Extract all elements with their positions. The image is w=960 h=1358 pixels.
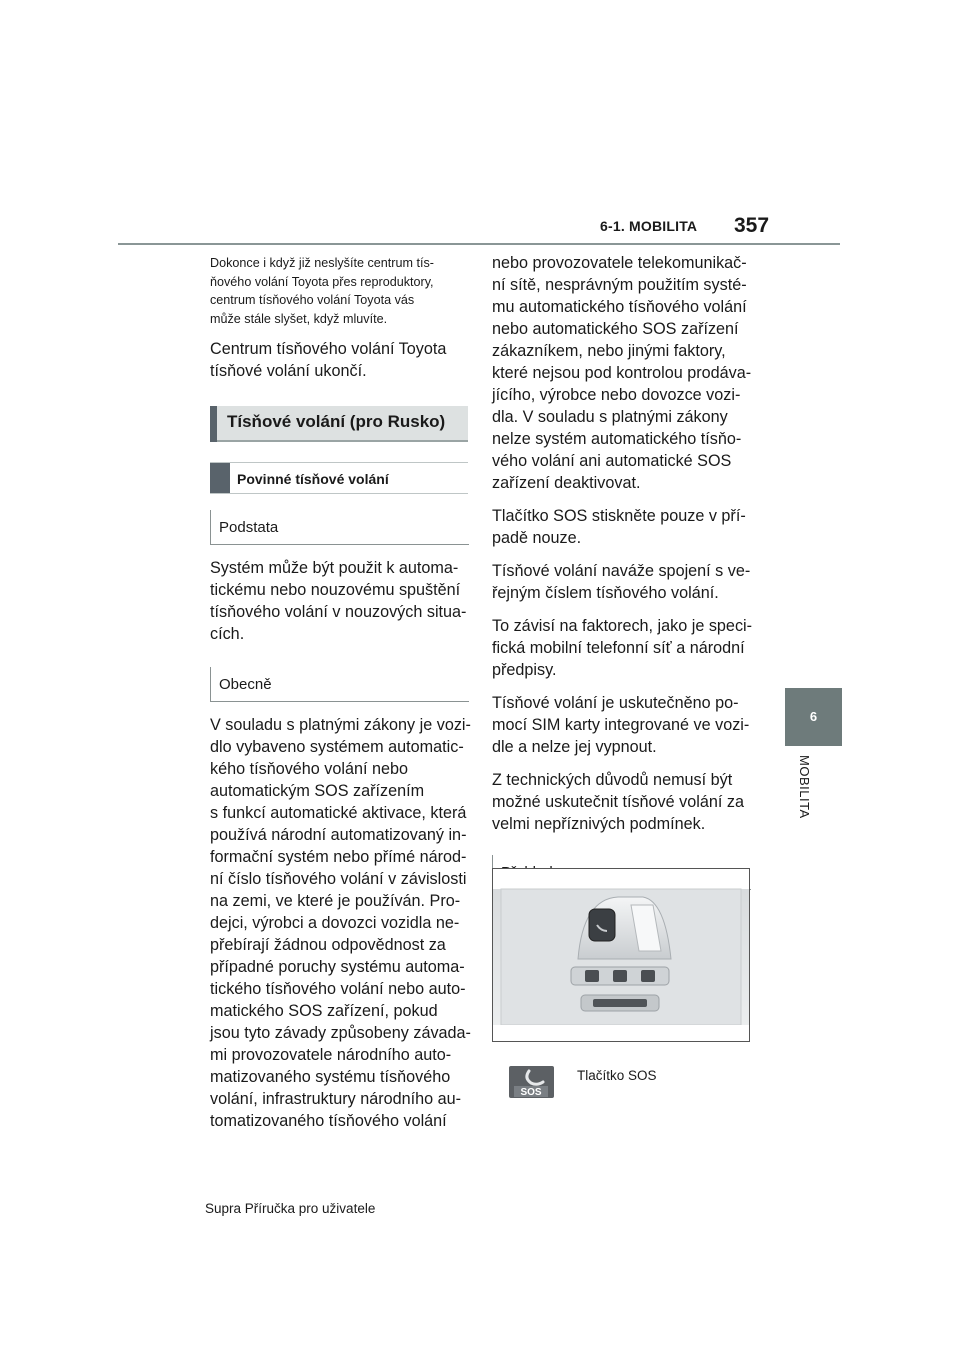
section-heading: Tísňové volání (pro Rusko) (210, 406, 468, 442)
topic-heading-podstata: Podstata (210, 510, 469, 545)
paragraph: Tlačítko SOS stiskněte pouze v pří- padě nouze. (492, 507, 746, 547)
paragraph: nebo provozovatele telekomunikač- ní sítě, nesprávným použitím systé- mu automatického tísňového volání nebo automatického SOS zařízení zákazníkem, nebo jinými faktory, které nejsou pod kontrolou prodáva- jícího, výrobce nebo dovozce vozi- dla. V souladu s platnými zákony nelze systém automatického tísňo- vého volání ani automatické SOS zařízení deaktivovat. (492, 254, 752, 492)
subsection-heading: Povinné tísňové volání (210, 462, 468, 494)
header-divider (118, 243, 840, 245)
footer-text: Supra Příručka pro uživatele (205, 1201, 376, 1216)
paragraph: Systém může být použit k automa- tickému nebo nouzovému spuštění tísňového volání v nouzových situa- cích. (210, 559, 467, 643)
note-paragraph: Dokonce i když již neslyšíte centrum tís- ňového volání Toyota přes reproduktory, centrum tísňového volání Toyota vás může stále slyšet, když mluvíte. (210, 256, 434, 326)
heading-bar (210, 463, 230, 493)
paragraph: Z technických důvodů nemusí být možné uskutečnit tísňové volání za velmi nepříznivých podmínek. (492, 771, 744, 833)
topic-heading-obecne: Obecně (210, 667, 469, 702)
paragraph: To závisí na faktorech, jako je speci- fická mobilní telefonní síť a národní předpisy. (492, 617, 753, 679)
overhead-console-illustration (493, 869, 749, 1041)
section-title: 6-1. MOBILITA (600, 218, 698, 234)
right-column (492, 252, 754, 902)
heading-bar (210, 406, 217, 442)
chapter-tab[interactable]: 6 (785, 688, 842, 746)
paragraph: Tísňové volání naváže spojení s ve- řejným číslem tísňového volání. (492, 562, 751, 602)
paragraph: Tísňové volání je uskutečněno po- mocí SIM karty integrované ve vozi- dle a nelze jej vypnout. (492, 694, 750, 756)
paragraph: Centrum tísňového volání Toyota tísňové volání ukončí. (210, 340, 447, 380)
chapter-label: MOBILITA (797, 755, 812, 819)
paragraph: V souladu s platnými zákony je vozi- dlo vybaveno systémem automatic- kého tísňového volání nebo automatickým SOS zařízením s funkcí automatické aktivace, která používá národní automatizovaný in- formační systém nebo přímé národ- ní číslo tísňového volání v závislosti na zemi, ve které je používán. Pro- dejci, výrobci a dovozci vozidla ne- přebírají žádnou odpovědnost za případné poruchy systému automa- tického tísňového volání nebo auto- matického SOS zařízení, pokud jsou tyto závady způsobeny závada- mi provozovatele národního auto- matizovaného systému tísňového volání, infrastruktury národního au- tomatizovaného tísňového volání (210, 716, 471, 1130)
page-number: 357 (734, 214, 770, 237)
sos-icon-label: SOS (520, 1087, 542, 1098)
sos-icon (509, 1066, 554, 1098)
left-column (210, 254, 472, 1143)
figure-caption: Tlačítko SOS (577, 1068, 657, 1083)
overhead-console-figure (492, 868, 750, 1042)
